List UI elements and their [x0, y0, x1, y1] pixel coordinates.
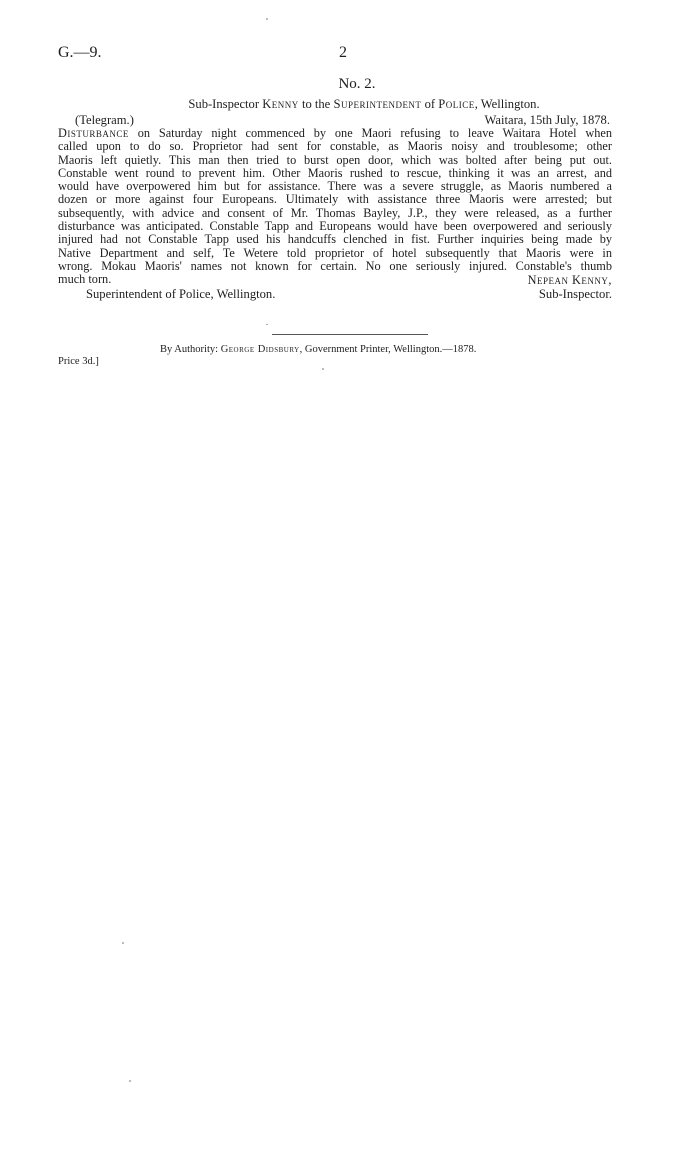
signatory-name: Nepean Kenny, [527, 273, 612, 287]
opening-word: Disturbance [58, 126, 129, 140]
divider-mark [266, 324, 268, 325]
paper-speck [266, 18, 268, 20]
body-line: much torn. [58, 272, 112, 287]
signatory-title: Sub-Inspector. [538, 287, 612, 301]
imprint-authority: By Authority: [160, 344, 221, 355]
paper-speck [322, 368, 324, 370]
body-line: wrong. Mokau Maoris' names not known for certain. No one seriously injured. Constable's thumb [58, 258, 612, 273]
document-title [58, 97, 670, 112]
body-line: called upon to do so. Proprietor had sent for constable, as Maoris noisy and troublesome; other [58, 139, 612, 154]
body-line: subsequently, with advice and consent of Mr. Thomas Bayley, J.P., they were released, as a further [58, 205, 612, 220]
title-recipient-role: Superintendent [333, 97, 422, 111]
title-recipient-dept: Police [438, 97, 475, 111]
paper-speck [122, 942, 124, 944]
body-line: injured had not Constable Tapp used his handcuffs clenched in fist. Further inquiries being made by [58, 232, 612, 247]
body-line-text: on Saturday night commenced by one Maori refusing to leave Waitara Hotel when [128, 126, 612, 140]
body-line: would have overpowered him but for assistance. There was a severe struggle, as Maoris numbered a [58, 179, 612, 194]
price-note: Price 3d.] [58, 356, 99, 367]
title-location: , Wellington. [474, 97, 540, 111]
body-line: disturbance was anticipated. Constable Tapp and Europeans would have been overpowered and seriously [58, 219, 612, 234]
place-date: Waitara, 15th July, 1878. [484, 113, 610, 127]
addressee: Superintendent of Police, Wellington. [86, 287, 276, 301]
document-number: No. 2. [338, 76, 376, 92]
page-number: 2 [339, 44, 347, 61]
body-line: Maoris left quietly. This man then tried to burst open door, which was bolted after being put out. [58, 152, 612, 167]
body-line: dozen or more against four Europeans. Ultimately with assistance three Maoris were arrested; but [58, 192, 612, 207]
printer-imprint [160, 344, 476, 355]
telegram-label: (Telegram.) [75, 113, 134, 127]
body-line: Native Department and self, Te Wetere told proprietor of hotel subsequently that Maoris were in [58, 245, 612, 260]
imprint-printer-name: George Didsbury [220, 344, 300, 355]
paper-speck [129, 1080, 131, 1082]
footer-divider [272, 334, 428, 335]
body-text [58, 127, 612, 287]
title-sender: Kenny [262, 97, 299, 111]
imprint-printer-rest: , Government Printer, Wellington.—1878. [299, 344, 477, 355]
body-line: Constable went round to prevent him. Other Maoris rushed to rescue, thinking it was an arrest, and [58, 165, 612, 180]
body-line [58, 127, 612, 140]
title-to: to the [298, 97, 334, 111]
title-of: of [421, 97, 439, 111]
document-reference: G.—9. [58, 44, 102, 61]
title-rank: Sub-Inspector [188, 97, 263, 111]
